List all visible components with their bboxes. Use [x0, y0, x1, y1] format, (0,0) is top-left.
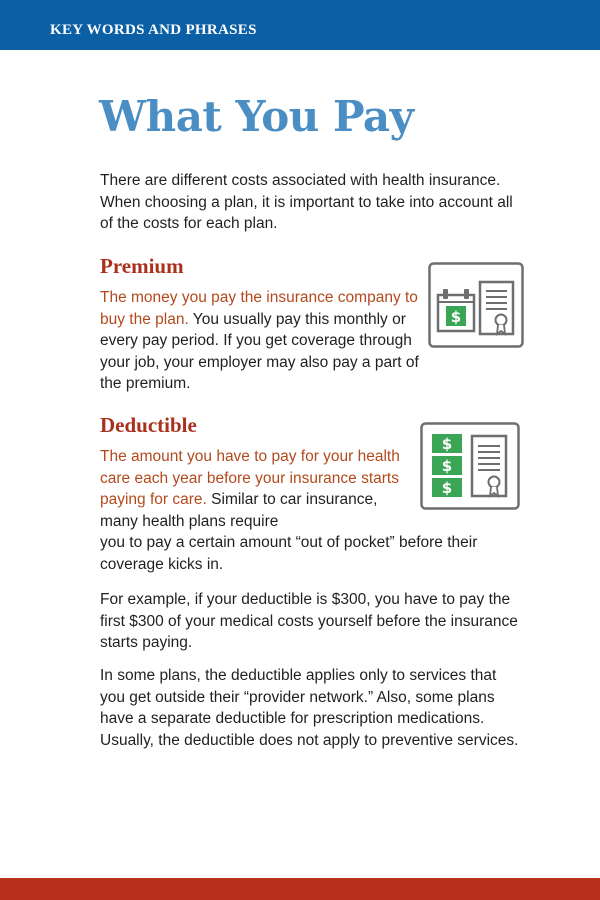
footer-band: [0, 878, 600, 900]
premium-heading: Premium: [100, 254, 184, 278]
premium-definition: The money you pay the insurance company to buy the plan.: [100, 289, 418, 328]
deductible-heading: Deductible: [100, 413, 197, 437]
premium-paragraph: [100, 287, 420, 395]
deductible-definition: The amount you have to pay for your health care each year before your insurance starts paying for care.: [100, 448, 400, 508]
banner-title: KEY WORDS AND PHRASES: [50, 22, 257, 38]
top-banner: [0, 0, 600, 50]
intro-paragraph: There are different costs associated with health insurance. When choosing a plan, it is important to take into account all of the costs for each plan.: [100, 172, 513, 232]
svg-text:$: $: [441, 479, 453, 497]
calendar-dollar-certificate-icon: [428, 262, 524, 348]
svg-text:$: $: [450, 308, 462, 326]
svg-text:$: $: [441, 457, 453, 475]
deductible-description-end: you to pay a certain amount “out of pocket” before their coverage kicks in.: [100, 534, 478, 573]
dollar-stack-certificate-icon: [420, 422, 520, 510]
provider-network-paragraph: In some plans, the deductible applies only to services that you get outside their “provider network.” Also, some plans have a separate deductible for prescription medications. Usually, the deductible does not apply to preventive services.: [100, 667, 519, 749]
page-title: What You Pay: [99, 92, 414, 141]
deductible-description-start: Similar to car insurance, many health plans require: [100, 491, 378, 530]
example-paragraph: For example, if your deductible is $300, you have to pay the first $300 of your medical costs yourself before the insurance starts paying.: [100, 591, 518, 651]
deductible-narrow-block: [100, 446, 410, 532]
premium-description: You usually pay this monthly or every pay period. If you get coverage through your job, your employer may also pay a part of the premium.: [100, 310, 419, 392]
svg-text:$: $: [441, 435, 453, 453]
